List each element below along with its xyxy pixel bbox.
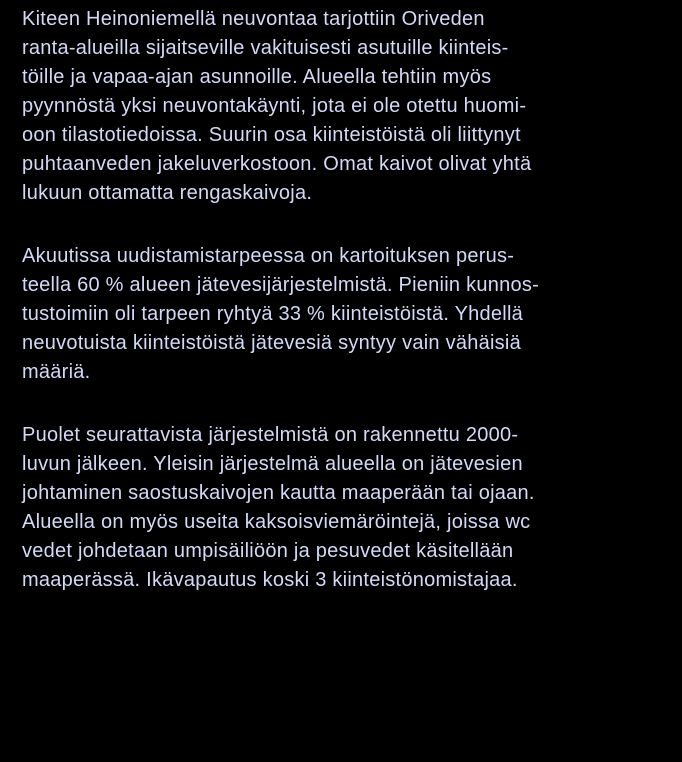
paragraph-spacer <box>22 387 666 421</box>
text-line: tustoimiin oli tarpeen ryhtyä 33 % kiinteistöistä. Yhdellä <box>22 303 524 325</box>
paragraph-spacer <box>22 208 666 242</box>
text-line: ranta-alueilla sijaitseville vakituisesti asutuille kiinteis- <box>22 37 509 59</box>
text-line: luvun jälkeen. Yleisin järjestelmä alueella on jätevesien <box>22 453 523 475</box>
text-line: vedet johdetaan umpisäiliöön ja pesuvedet käsitellään <box>22 540 514 562</box>
text-line: töille ja vapaa-ajan asunnoille. Alueella tehtiin myös <box>22 66 492 88</box>
paragraph-renewal-needs <box>22 242 666 387</box>
text-line: määriä. <box>22 361 91 383</box>
paragraph-heinoniemi-intro <box>22 5 666 208</box>
text-line: pyynnöstä yksi neuvontakäynti, jota ei ole otettu huomi- <box>22 95 527 117</box>
text-line: johtaminen saostuskaivojen kautta maaperään tai ojaan. <box>22 482 535 504</box>
text-line: Puolet seurattavista järjestelmistä on rakennettu 2000- <box>22 424 519 446</box>
text-line: Alueella on myös useita kaksoisviemäröintejä, joissa wc <box>22 511 531 533</box>
text-line: puhtaanveden jakeluverkostoon. Omat kaivot olivat yhtä <box>22 153 532 175</box>
text-line: maaperässä. Ikävapautus koski 3 kiinteistönomistajaa. <box>22 569 518 591</box>
paragraph-systems-overview <box>22 421 666 595</box>
text-line: Akuutissa uudistamistarpeessa on kartoituksen perus- <box>22 245 515 267</box>
text-line: lukuun ottamatta rengaskaivoja. <box>22 182 313 204</box>
text-line: neuvotuista kiinteistöistä jätevesiä syntyy vain vähäisiä <box>22 332 521 354</box>
text-line: Kiteen Heinoniemellä neuvontaa tarjottiin Oriveden <box>22 8 485 30</box>
text-line: teella 60 % alueen jätevesijärjestelmistä. Pieniin kunnos- <box>22 274 539 296</box>
text-line: oon tilastotiedoissa. Suurin osa kiinteistöistä oli liittynyt <box>22 124 521 146</box>
